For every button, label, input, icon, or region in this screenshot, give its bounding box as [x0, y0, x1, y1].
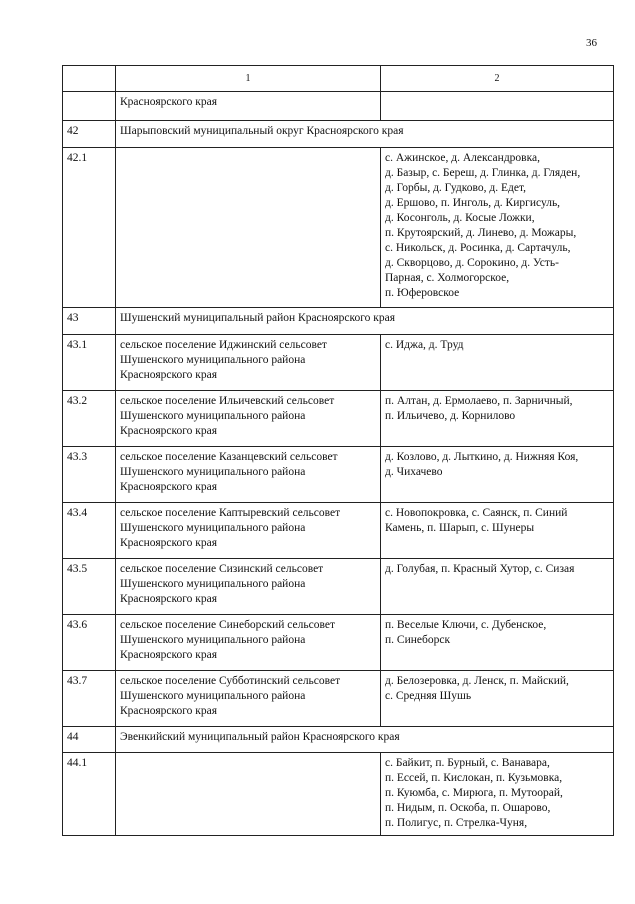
header-cell-number: [63, 66, 116, 92]
municipality-name: сельское поселение Субботинский сельсовет Шушенского муниципального района Красноярского края: [116, 671, 381, 727]
table-row: [63, 92, 614, 121]
table-row: [63, 447, 614, 503]
table-row: [63, 503, 614, 559]
table-row: [63, 727, 614, 753]
table-row: [63, 335, 614, 391]
settlements-list: п. Веселые Ключи, с. Дубенское, п. Синеборск: [381, 615, 614, 671]
row-number: 43.6: [63, 615, 116, 671]
settlements-list: с. Новопокровка, с. Саянск, п. Синий Камень, п. Шарып, с. Шунеры: [381, 503, 614, 559]
header-cell-col1: 1: [116, 66, 381, 92]
table-row: [63, 615, 614, 671]
row-number: 43.7: [63, 671, 116, 727]
table-row: [63, 671, 614, 727]
municipality-name: Шушенский муниципальный район Красноярского края: [116, 308, 614, 335]
row-number: 43.5: [63, 559, 116, 615]
municipality-name: сельское поселение Каптыревский сельсовет Шушенского муниципального района Красноярского края: [116, 503, 381, 559]
municipality-name: сельское поселение Казанцевский сельсовет Шушенского муниципального района Красноярского края: [116, 447, 381, 503]
table-row: [63, 308, 614, 335]
municipality-name: [116, 753, 381, 836]
row-number: 42: [63, 121, 116, 148]
settlements-list: д. Голубая, п. Красный Хутор, с. Сизая: [381, 559, 614, 615]
settlements-list: д. Козлово, д. Лыткино, д. Нижняя Коя, д. Чихачево: [381, 447, 614, 503]
municipality-name: Шарыповский муниципальный округ Красноярского края: [116, 121, 614, 148]
row-number: 43.1: [63, 335, 116, 391]
table-row: [63, 391, 614, 447]
municipality-name: сельское поселение Сизинский сельсовет Шушенского муниципального района Красноярского края: [116, 559, 381, 615]
settlements-table: [62, 65, 614, 836]
row-number: 43.2: [63, 391, 116, 447]
row-number: [63, 92, 116, 121]
row-number: 42.1: [63, 148, 116, 308]
settlements-list: с. Байкит, п. Бурный, с. Ванавара, п. Ессей, п. Кислокан, п. Кузьмовка, п. Куюмба, с. Мирюга, п. Мутоорай, п. Нидым, п. Оскоба, п. Ошарово, п. Полигус, п. Стрелка-Чуня,: [381, 753, 614, 836]
settlements-list: п. Алтан, д. Ермолаево, п. Зарничный, п. Ильичево, д. Корнилово: [381, 391, 614, 447]
row-number: 44.1: [63, 753, 116, 836]
municipality-name: [116, 148, 381, 308]
municipality-name: Красноярского края: [116, 92, 381, 121]
row-number: 43: [63, 308, 116, 335]
settlements-list: д. Белозеровка, д. Ленск, п. Майский, с. Средняя Шушь: [381, 671, 614, 727]
table-header-row: [63, 66, 614, 92]
municipality-name: сельское поселение Иджинский сельсовет Шушенского муниципального района Красноярского края: [116, 335, 381, 391]
settlements-list: с. Иджа, д. Труд: [381, 335, 614, 391]
settlements-list: [381, 92, 614, 121]
row-number: 44: [63, 727, 116, 753]
municipality-name: Эвенкийский муниципальный район Красноярского края: [116, 727, 614, 753]
table-row: [63, 753, 614, 836]
page-number: 36: [586, 37, 597, 49]
row-number: 43.3: [63, 447, 116, 503]
table-row: [63, 559, 614, 615]
settlements-list: с. Ажинское, д. Александровка, д. Базыр, с. Береш, д. Глинка, д. Гляден, д. Горбы, д. Гудково, д. Едет, д. Ершово, п. Инголь, д. Киргисуль, д. Косонголь, д. Косые Ложки, п. Крутоярский, д. Линево, д. Можары, с. Никольск, д. Росинка, д. Сартачуль, д. Скворцово, д. Сорокино, д. Усть- Парная, с. Холмогорское, п. Юферовское: [381, 148, 614, 308]
row-number: 43.4: [63, 503, 116, 559]
header-cell-col2: 2: [381, 66, 614, 92]
municipality-name: сельское поселение Ильичевский сельсовет Шушенского муниципального района Красноярского края: [116, 391, 381, 447]
table-row: [63, 148, 614, 308]
table-row: [63, 121, 614, 148]
municipality-name: сельское поселение Синеборский сельсовет Шушенского муниципального района Красноярского края: [116, 615, 381, 671]
